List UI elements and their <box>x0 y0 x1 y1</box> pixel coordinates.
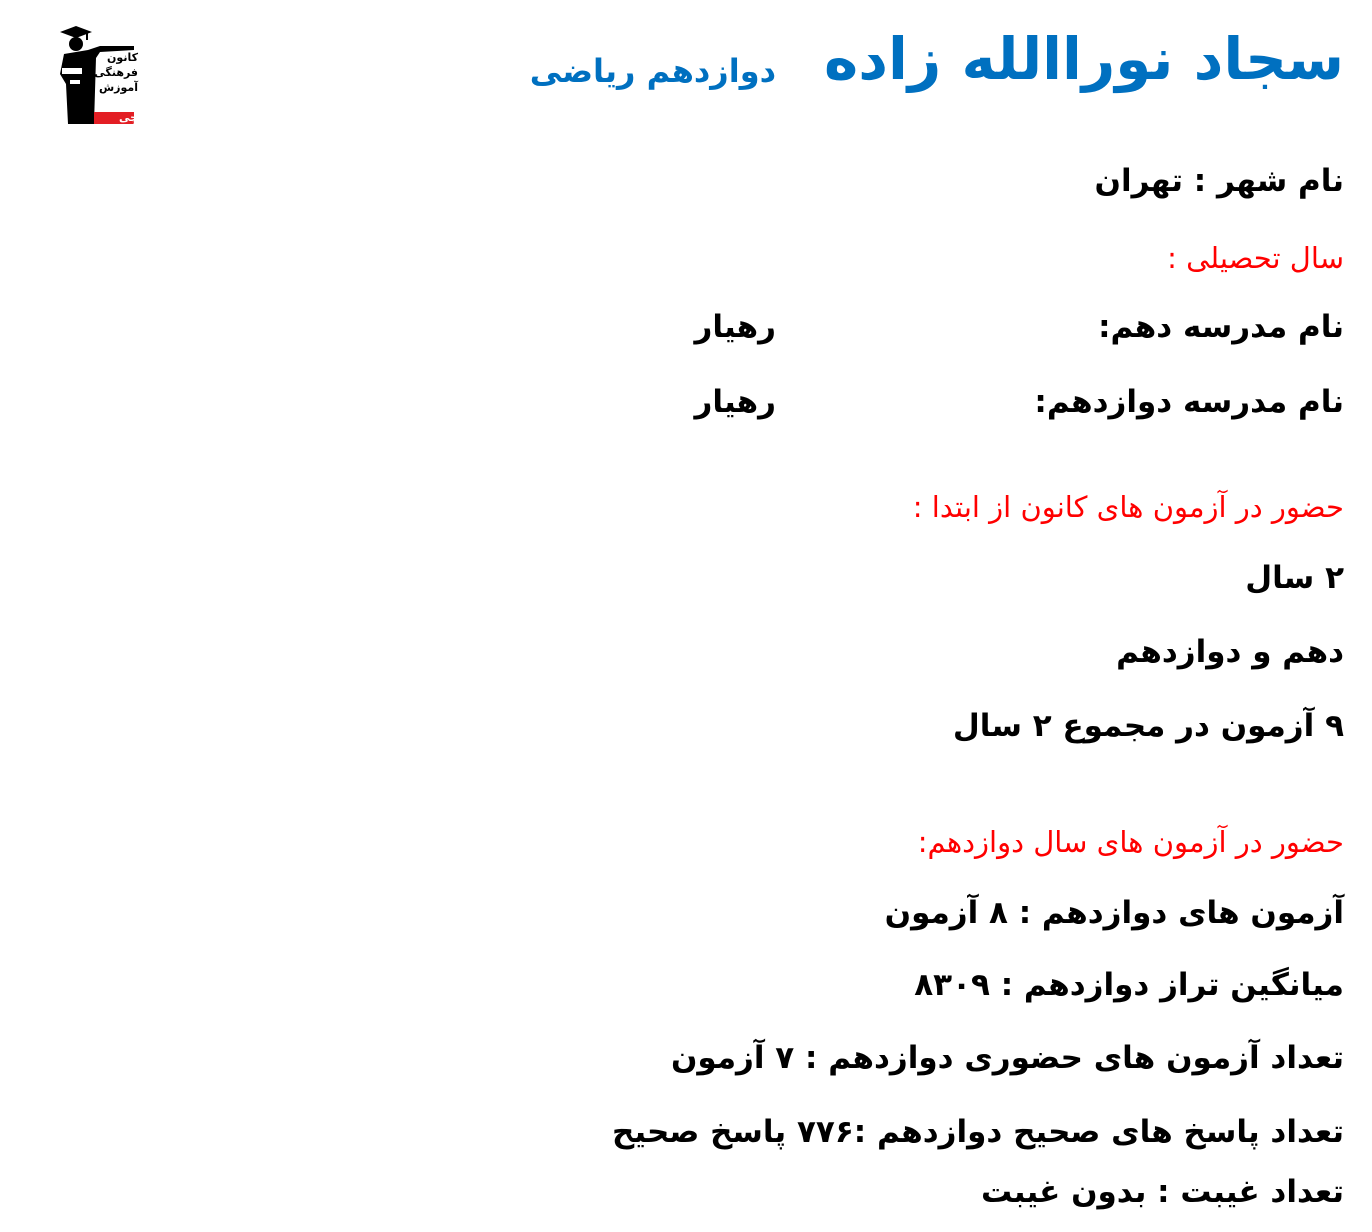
kanoon-total: ۹ آزمون در مجموع ۲ سال <box>952 708 1344 744</box>
grade12-correct: تعداد پاسخ های صحیح دوازدهم :۷۷۶ پاسخ صحیح <box>611 1114 1344 1150</box>
kanoon-logo <box>56 24 138 128</box>
school-10-label: نام مدرسه دهم: <box>1098 309 1344 345</box>
logo-line-4: قلم چی <box>117 96 138 124</box>
grade12-average: میانگین تراز دوازدهم : ۸۳۰۹ <box>914 967 1344 1003</box>
grade12-absence: تعداد غیبت : بدون غیبت <box>980 1174 1344 1210</box>
school-10-value: رهیار <box>694 309 776 345</box>
city-line: نام شهر : تهران <box>1094 163 1344 199</box>
grade12-exams: آزمون های دوازدهم : ۸ آزمون <box>884 895 1344 931</box>
academic-year-label: سال تحصیلی : <box>1167 241 1344 275</box>
student-name: سجاد نوراالله زاده <box>824 25 1344 93</box>
kanoon-years: ۲ سال <box>1245 560 1344 596</box>
school-12-label: نام مدرسه دوازدهم: <box>1034 384 1344 420</box>
logo-line-1: کانون <box>107 51 138 64</box>
kanoon-heading: حضور در آزمون های کانون از ابتدا : <box>912 490 1344 524</box>
grade-field: دوازدهم ریاضی <box>529 52 776 90</box>
grade12-heading: حضور در آزمون های سال دوازدهم: <box>917 825 1344 859</box>
kanoon-grades: دهم و دوازدهم <box>1116 634 1344 670</box>
logo-line-3: آموزش <box>99 81 138 94</box>
logo-line-2: فرهنگی <box>94 66 138 79</box>
school-12-value: رهیار <box>694 384 776 420</box>
grade12-in-person: تعداد آزمون های حضوری دوازدهم : ۷ آزمون <box>670 1040 1344 1076</box>
